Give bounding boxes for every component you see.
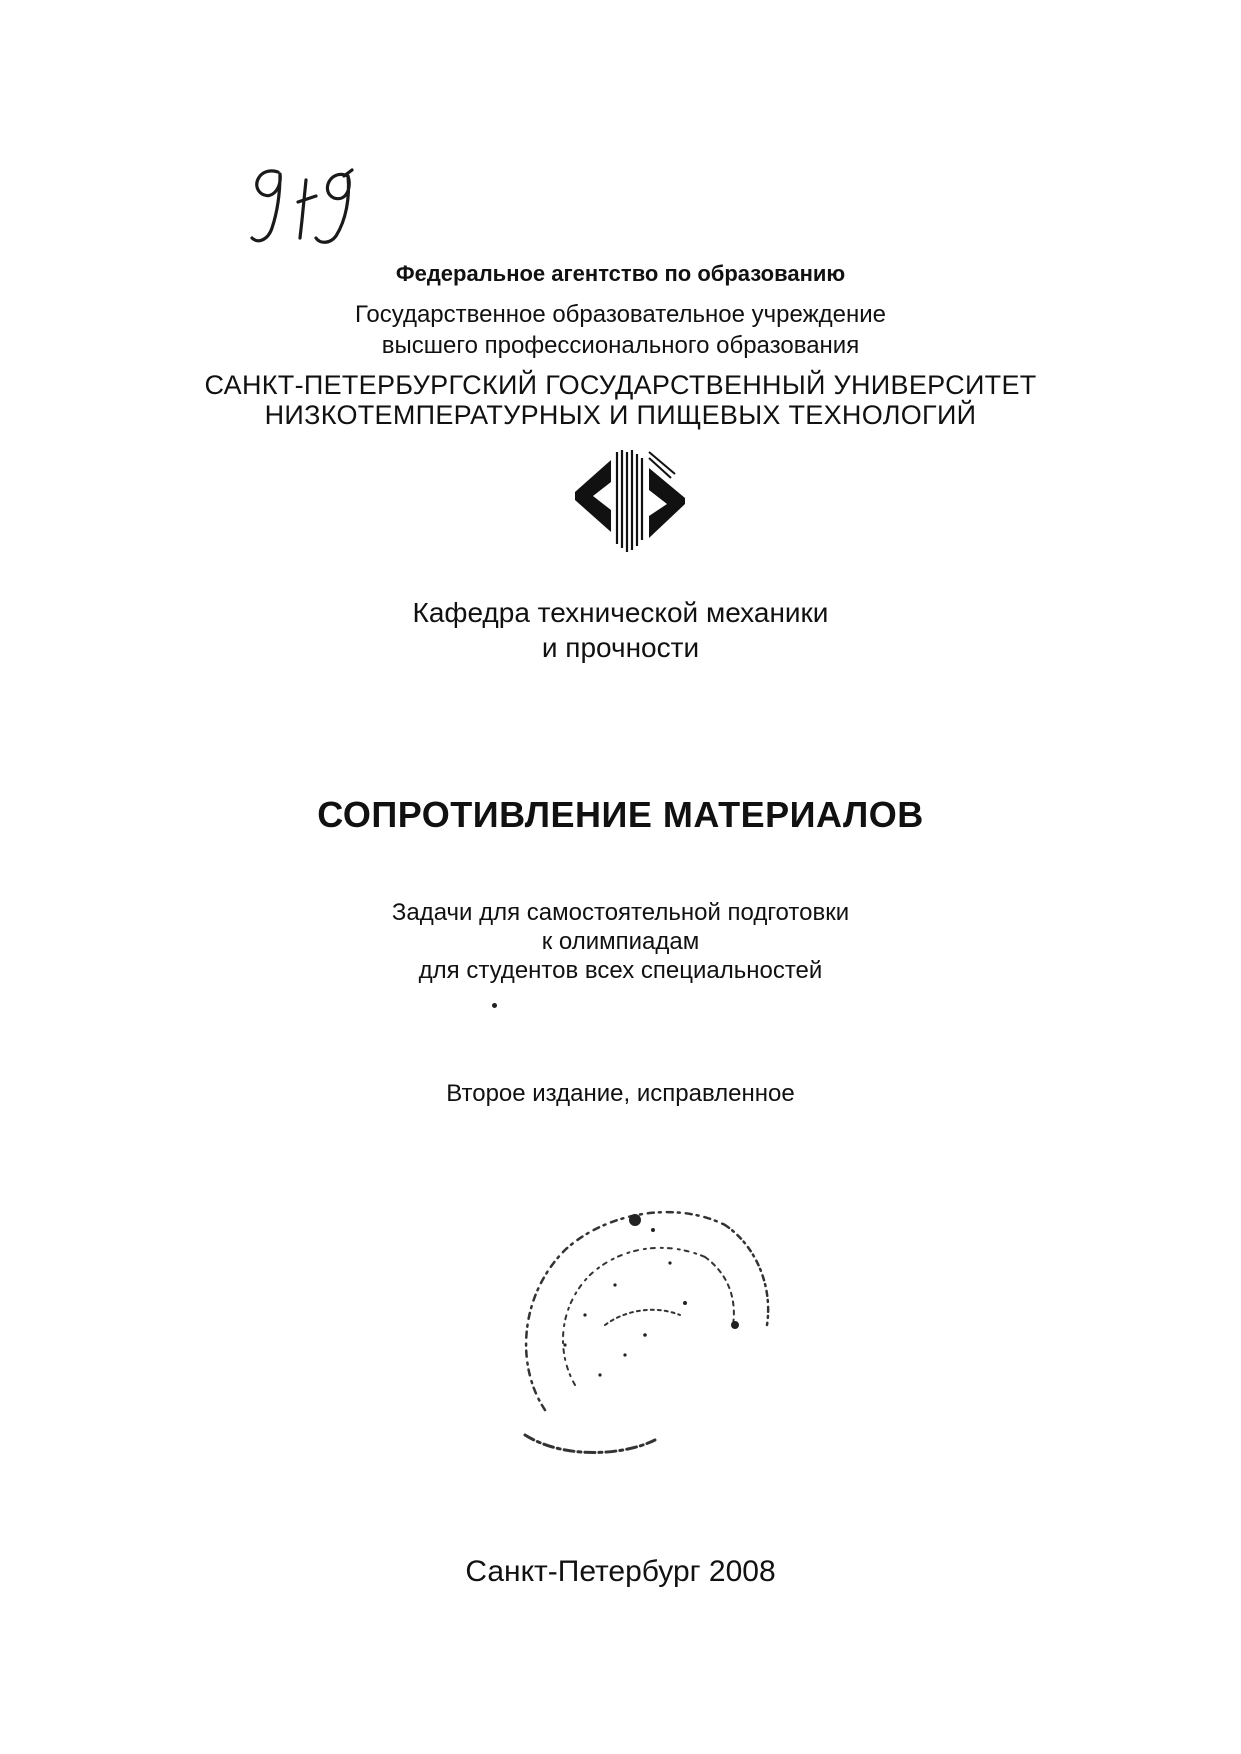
subtitle-line-2: к олимпиадам — [541, 928, 700, 955]
edition-note: Второе издание, исправленное — [446, 1080, 795, 1107]
university-name-line-1: САНКТ-ПЕТЕРБУРГСКИЙ ГОСУДАРСТВЕННЫЙ УНИВЕРСИТЕТ — [204, 370, 1037, 400]
department-line-2: и прочности — [541, 632, 700, 663]
university-emblem-icon — [571, 448, 689, 554]
subtitle-line-1: Задачи для самостоятельной подготовки — [391, 899, 850, 926]
department-line-1: Кафедра технической механики — [412, 597, 829, 628]
institution-line-1: Государственное образовательное учреждение — [355, 301, 886, 328]
book-title: СОПРОТИВЛЕНИЕ МАТЕРИАЛОВ — [317, 794, 924, 835]
institution-line-2: высшего профессионального образования — [381, 332, 860, 359]
agency-name: Федеральное агентство по образованию — [395, 261, 846, 286]
ink-speck — [492, 1003, 497, 1008]
handwritten-note — [240, 158, 390, 258]
university-name-line-2: НИЗКОТЕМПЕРАТУРНЫХ И ПИЩЕВЫХ ТЕХНОЛОГИЙ — [264, 400, 977, 430]
library-stamp-icon — [505, 1185, 780, 1455]
subtitle-line-3: для студентов всех специальностей — [418, 957, 823, 984]
publication-place-year: Санкт-Петербург 2008 — [465, 1555, 776, 1588]
